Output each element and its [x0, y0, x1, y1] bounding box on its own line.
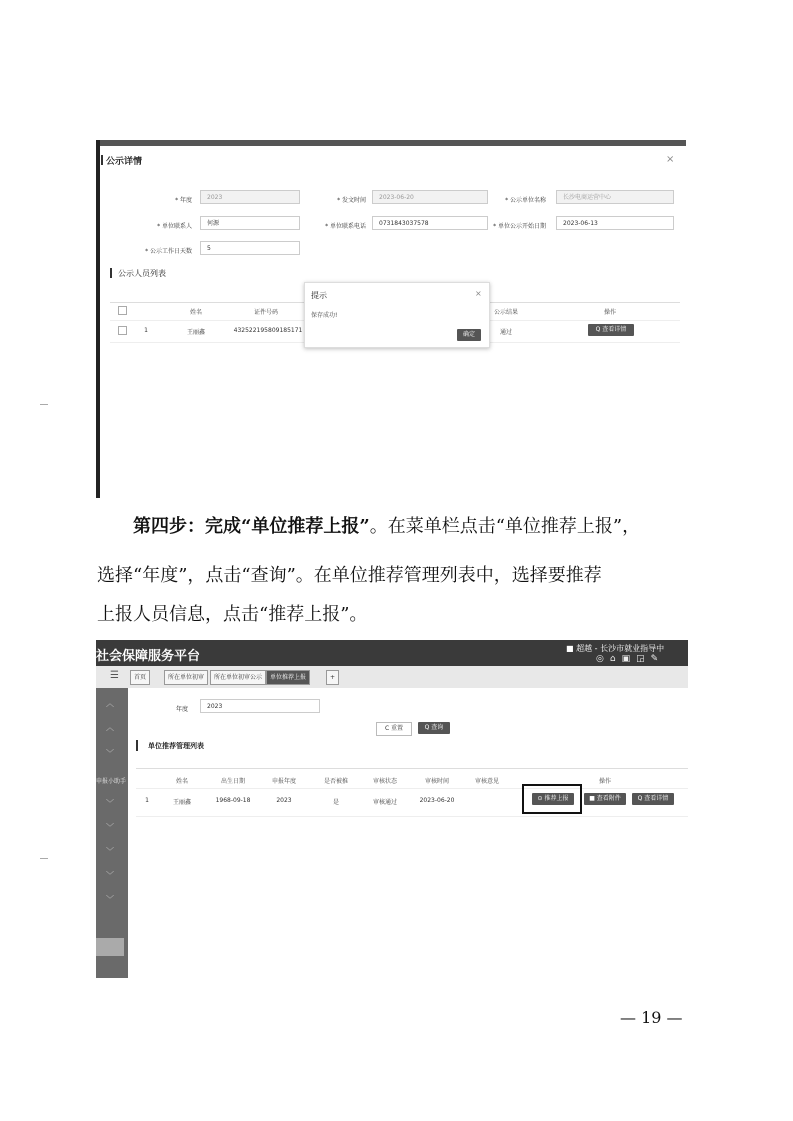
popup-close-icon[interactable]: × [475, 289, 482, 298]
table-row-divider [136, 816, 688, 817]
row-index: 1 [145, 797, 149, 804]
table-header-result: 公示结果 [493, 309, 518, 316]
row-year: 2023 [276, 797, 292, 804]
field-input-contact[interactable]: 何源 [200, 216, 300, 230]
tab-unit-recommend[interactable]: 单位推荐上报 [266, 670, 310, 685]
field-label-start-date: * 单位公示开始日期 [493, 223, 546, 230]
table-header-id: 证件号码 [253, 309, 278, 316]
header-tool-icons[interactable]: ◎⌂▣◲✎ [596, 654, 665, 664]
step-title: 完成“单位推荐上报” [205, 516, 370, 537]
field-label-issue-date: * 发文时间 [337, 197, 366, 204]
step-heading: 第四步： [133, 516, 205, 537]
view-detail-button[interactable]: Q 查看详情 [632, 793, 674, 805]
view-detail-button[interactable]: Q 查看详情 [588, 324, 634, 336]
field-label-workdays: * 公示工作日天数 [145, 248, 192, 255]
step4-line3: 上报人员信息，点击“推荐上报”。 [97, 604, 368, 625]
row-index: 1 [144, 327, 148, 334]
dialog-close-icon[interactable]: × [666, 154, 675, 165]
popup-message: 保存成功! [311, 312, 338, 319]
recommend-report-button[interactable]: ⊙ 推荐上报 [532, 793, 574, 805]
window-left-border [96, 140, 100, 498]
row-birth-date: 1968-09-18 [215, 797, 251, 804]
screenshot-unit-recommendation [96, 640, 688, 978]
row-checkbox[interactable] [118, 326, 127, 335]
popup-title: 提示 [311, 291, 327, 300]
field-label-year: * 年度 [175, 197, 192, 204]
field-input-start-date[interactable]: 2023-06-13 [556, 216, 674, 230]
chevron-up-icon[interactable]: ︿ [106, 699, 114, 708]
row-name: 王丽鑫 [186, 329, 205, 336]
reset-button[interactable]: C 重置 [376, 722, 412, 736]
table-top-divider [136, 768, 688, 769]
field-input-phone[interactable]: 0731843037578 [372, 216, 488, 230]
section-title-publicity-list: 公示人员列表 [118, 269, 166, 278]
app-header [96, 640, 688, 666]
field-input-year[interactable]: 2023 [200, 190, 300, 204]
chevron-up-icon[interactable]: ︿ [106, 723, 114, 732]
chevron-down-icon[interactable]: ﹀ [106, 799, 114, 808]
step4-line2: 选择“年度”，点击“查询”。在单位推荐管理列表中，选择要推荐 [97, 565, 602, 586]
view-attachment-button[interactable]: ■ 查看附件 [584, 793, 626, 805]
app-title: 社会保障服务平台 [96, 649, 201, 664]
table-header-action: 操作 [598, 778, 611, 785]
scan-speck [40, 404, 48, 405]
sidebar [96, 688, 128, 978]
chevron-down-icon[interactable]: ﹀ [106, 847, 114, 856]
table-header-action: 操作 [603, 309, 616, 316]
row-name: 王丽鑫 [172, 799, 191, 806]
step-line1-rest: 。在菜单栏点击“单位推荐上报”， [369, 516, 641, 537]
page-number: — 19 — [620, 1008, 683, 1027]
row-status: 审核通过 [372, 799, 397, 806]
screenshot-publicity-detail [96, 140, 686, 498]
year-input[interactable]: 2023 [200, 699, 320, 713]
table-header-name: 姓名 [189, 309, 202, 316]
field-input-issue-date[interactable]: 2023-06-20 [372, 190, 488, 204]
row-time: 2023-06-20 [419, 797, 455, 804]
field-label-contact: * 单位联系人 [157, 223, 192, 230]
field-input-workdays[interactable]: 5 [200, 241, 300, 255]
section-marker [136, 740, 138, 751]
table-header-pushed: 是否被推 [323, 778, 348, 785]
table-header-opinion: 审核意见 [474, 778, 499, 785]
table-header-name: 姓名 [175, 778, 188, 785]
tab-unit-review[interactable]: 所在单位初审 [164, 670, 208, 685]
table-header-birth: 出生日期 [220, 778, 245, 785]
window-top-band [96, 140, 686, 146]
dialog-title: 公示详情 [106, 154, 142, 167]
select-all-checkbox[interactable] [118, 306, 127, 315]
tab-add-button[interactable]: + [326, 670, 339, 685]
row-pushed: 是 [332, 799, 339, 806]
field-label-phone: * 单位联系电话 [325, 223, 366, 230]
scan-speck [40, 858, 48, 859]
chevron-down-icon[interactable]: ﹀ [106, 823, 114, 832]
popup-confirm-button[interactable]: 确定 [457, 329, 481, 341]
year-label: 年度 [176, 706, 189, 713]
chevron-down-icon[interactable]: ﹀ [106, 871, 114, 880]
user-info[interactable]: ■ 超越 - 长沙市就业指导中 [566, 644, 665, 653]
table-header-year: 申报年度 [271, 778, 296, 785]
field-label-unit-name: * 公示单位名称 [505, 197, 546, 204]
section-title-recommend-list: 单位推荐管理列表 [148, 742, 204, 750]
query-button[interactable]: Q 查询 [418, 722, 450, 734]
menu-toggle-icon[interactable]: ☰ [110, 670, 119, 681]
tab-home[interactable]: 首页 [130, 670, 150, 685]
step4-line1 [97, 512, 640, 538]
sidebar-collapse-button[interactable] [96, 938, 124, 956]
chevron-down-icon[interactable]: ﹀ [106, 749, 114, 758]
table-header-status: 审核状态 [372, 778, 397, 785]
tab-unit-review-publicity[interactable]: 所在单位初审公示 [210, 670, 266, 685]
field-input-unit-name[interactable]: 长沙电商运营中心 [556, 190, 674, 204]
save-success-popup [304, 282, 490, 348]
chevron-down-icon[interactable]: ﹀ [106, 895, 114, 904]
tabs-bar [96, 666, 688, 688]
row-result: 通过 [499, 329, 512, 336]
sidebar-item-assistant[interactable]: 申报小助手 [96, 778, 127, 785]
row-id-number: 432522195809185171 [233, 327, 303, 334]
table-header-time: 审核时间 [424, 778, 449, 785]
table-header-divider [136, 788, 688, 789]
